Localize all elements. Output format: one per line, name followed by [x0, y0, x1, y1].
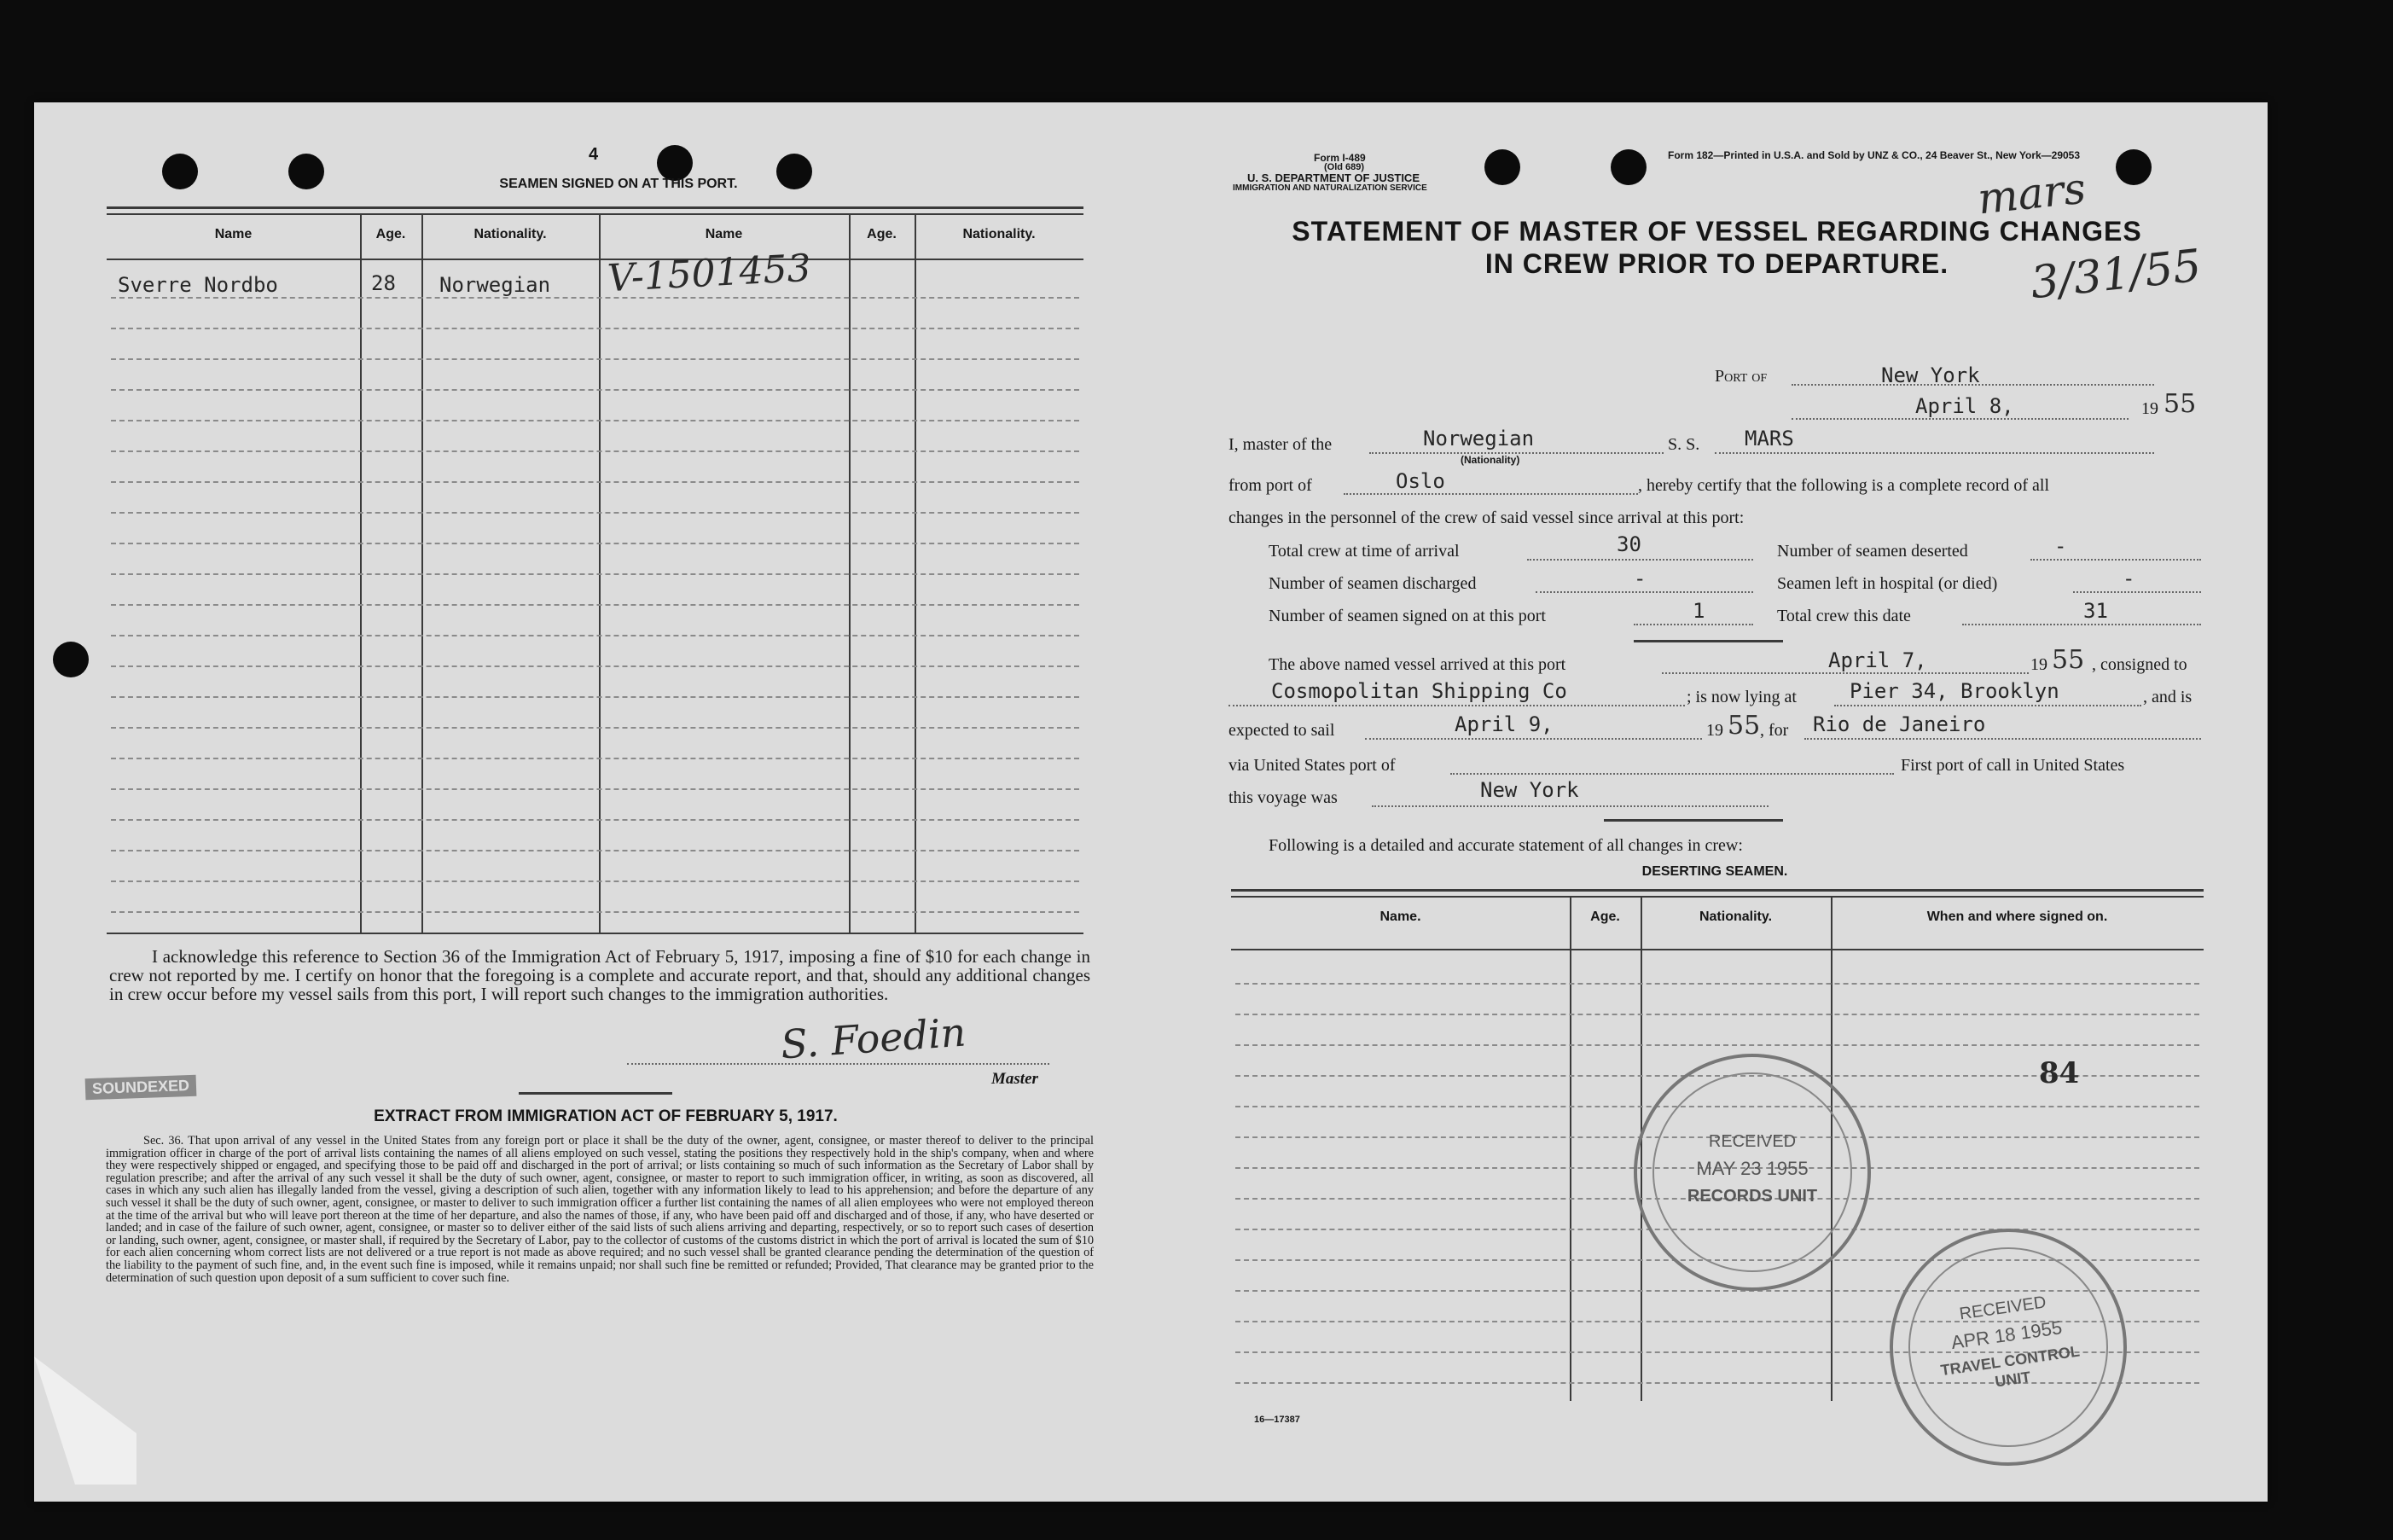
- seaman-name: Sverre Nordbo: [118, 273, 278, 297]
- col-header-name-2: Name: [705, 227, 743, 241]
- via-label: via United States port of: [1228, 756, 1396, 775]
- consigned-label: , consigned to: [2092, 655, 2187, 674]
- deserted-value: -: [2054, 534, 2067, 558]
- col-header-nationality: Nationality.: [473, 227, 547, 241]
- arrived-year: 55: [2052, 645, 2085, 675]
- punch-hole: [1484, 149, 1520, 185]
- received-stamp-records-unit: [1634, 1054, 1871, 1291]
- deserting-heading: DESERTING SEAMEN.: [1641, 864, 1788, 879]
- col-header-nationality-2: Nationality.: [962, 227, 1036, 241]
- extract-text: Sec. 36. That upon arrival of any vessel in the United States from any foreign port or place it shall be the duty of the owner, agent, consignee, or master thereof to deliver to the principal immigration officer in charge of the port of arrival lists containing the names of all aliens employed on such vessel, stating the positions they respectively hold in the ship's company, when and where they were respectively shipped or engaged, and specifying those to be paid off and discharged in the port of arrival; or lists containing so much of such information as the Secretary of Labor shall by regulation prescribe; and after the arrival of any such vessel it shall be the duty of such owner, agent, consignee, or master to report to such immigration officer, in writing, as soon as discovered, all cases in which any such alien has illegally landed from the vessel, giving a description of such alien, together with any information likely to lead to his apprehension; and before the departure of any such vessel it shall be the duty of such owner, agent, consignee, or master to deliver to such immigration officer a further list containing the names of all alien employees who were not employed thereon at the time of the arrival but who will leave port thereon at the time of her departure, and also the names of those, if any, who have been paid off and discharged and of those, if any, who have deserted or landed; and in case of the failure of such owner, agent, consignee, or master so to deliver either of the said lists of such aliens arriving and departing, respectively, or so to report such cases of desertion or landing, such owner, agent, consignee, or master shall, if required by the Secretary of Labor, pay to the collector of customs of the customs district in which the port of arrival is located the sum of $10 for each alien concerning whom correct lists are not delivered or a true report is not made as above required; and no such vessel shall be granted clearance pending the determination of the question of the liability to the payment of such fine, and, in the event such fine is imposed, while it remains unpaid; nor shall such fine be remitted or refunded; Provided, That clearance may be granted prior to the determination of such question upon deposit of a sum sufficient to cover such fine.: [106, 1134, 1094, 1285]
- discharged-label: Number of seamen discharged: [1269, 574, 1477, 593]
- extract-title: EXTRACT FROM IMMIGRATION ACT OF FEBRUARY 5, 1917.: [374, 1107, 838, 1125]
- ss-label: S. S.: [1668, 435, 1700, 454]
- consignee: Cosmopolitan Shipping Co: [1271, 679, 1567, 703]
- stamp2-date: APR 18 1955: [1949, 1316, 2064, 1354]
- deserting-col-name: Name.: [1379, 909, 1421, 924]
- total-crew-date-label: Total crew this date: [1777, 607, 1911, 625]
- voyage-label: this voyage was: [1228, 788, 1338, 807]
- discharged-value: -: [1634, 567, 1647, 590]
- form-id: Form I-489: [1314, 152, 1366, 164]
- date-value: April 8,: [1915, 394, 2014, 418]
- certify-text: , hereby certify that the following is a complete record of all: [1638, 476, 2050, 495]
- hospital-label: Seamen left in hospital (or died): [1777, 574, 1998, 593]
- arrived-label: The above named vessel arrived at this port: [1269, 655, 1566, 674]
- master-signature: S. Foedin: [779, 1008, 967, 1068]
- handwritten-visa-number: V-1501453: [606, 246, 812, 301]
- stamp2-unit: TRAVEL CONTROL UNIT: [1939, 1342, 2081, 1391]
- footer-code: 16—17387: [1254, 1415, 1300, 1425]
- first-port-label: First port of call in United States: [1901, 756, 2125, 775]
- service-name: IMMIGRATION AND NATURALIZATION SERVICE: [1233, 183, 1427, 193]
- col-header-age-2: Age.: [867, 227, 897, 241]
- deserting-col-when-where: When and where signed on.: [1926, 909, 2108, 924]
- nationality-caption: (Nationality): [1461, 454, 1520, 466]
- vessel-nationality: Norwegian: [1423, 427, 1535, 450]
- arrived-date: April 7,: [1828, 648, 1927, 672]
- for-label: , for: [1760, 721, 1789, 740]
- total-crew-date-value: 31: [2083, 599, 2108, 623]
- punch-hole: [2116, 149, 2152, 185]
- form-title-line-1: STATEMENT OF MASTER OF VESSEL REGARDING CHANGES: [1292, 216, 2142, 247]
- following-text: Following is a detailed and accurate statement of all changes in crew:: [1269, 836, 1743, 855]
- ship-name: MARS: [1745, 427, 1794, 450]
- seaman-age: 28: [371, 271, 396, 295]
- punch-hole: [53, 642, 89, 677]
- from-port-value: Oslo: [1396, 469, 1445, 493]
- form-title-line-2: IN CREW PRIOR TO DEPARTURE.: [1484, 248, 1949, 279]
- acknowledgement-text: I acknowledge this reference to Section 36 of the Immigration Act of February 5, 1917, imposing a fine of $10 for each change in crew not reported by me. I certify on honor that the foregoing is a complete and accurate report, and that, should any additional changes in crew occur before my vessel sails from this port, I will report such changes to the immigration authorities.: [109, 946, 1090, 1004]
- punch-hole: [657, 145, 693, 181]
- col-header-age: Age.: [375, 227, 406, 241]
- stamp1-date: MAY 23 1955: [1696, 1158, 1809, 1179]
- sail-year: 55: [1728, 711, 1761, 741]
- master-label: Master: [991, 1070, 1038, 1088]
- lying-label: ; is now lying at: [1687, 688, 1797, 706]
- deserting-col-age: Age.: [1590, 909, 1620, 924]
- signed-on-label: Number of seamen signed on at this port: [1269, 607, 1546, 625]
- destination: Rio de Janeiro: [1813, 712, 1986, 736]
- total-crew-arrival-value: 30: [1617, 532, 1641, 556]
- year-prefix: 19: [2141, 399, 2158, 418]
- stamp2-received: RECEIVED: [1958, 1293, 2047, 1324]
- punch-hole: [1611, 149, 1647, 185]
- and-is-label: , and is: [2143, 688, 2193, 706]
- from-port-label: from port of: [1228, 476, 1312, 495]
- sail-year-prefix: 19: [1706, 721, 1723, 740]
- signed-on-value: 1: [1693, 599, 1705, 623]
- deserting-col-nationality: Nationality.: [1699, 909, 1773, 924]
- punch-hole: [288, 154, 324, 189]
- stamp1-unit: RECORDS UNIT: [1687, 1187, 1818, 1206]
- sail-date: April 9,: [1455, 712, 1554, 736]
- total-crew-arrival-label: Total crew at time of arrival: [1269, 542, 1460, 561]
- pier-location: Pier 34, Brooklyn: [1850, 679, 2059, 703]
- punch-hole: [162, 154, 198, 189]
- changes-text: changes in the personnel of the crew of said vessel since arrival at this port:: [1228, 508, 1745, 527]
- handwritten-mark: 84: [2039, 1056, 2080, 1090]
- first-port-value: New York: [1480, 778, 1579, 802]
- port-value: New York: [1881, 363, 1980, 387]
- master-of-label: I, master of the: [1228, 435, 1333, 454]
- printer-note: Form 182—Printed in U.S.A. and Sold by UNZ & CO., 24 Beaver St., New York—29053: [1668, 149, 2081, 161]
- handwritten-ship-name: mars: [1975, 163, 2088, 224]
- arrived-year-prefix: 19: [2030, 655, 2047, 674]
- form-old-id: (Old 689): [1324, 162, 1365, 172]
- seaman-nationality: Norwegian: [439, 273, 551, 297]
- hospital-value: -: [2123, 567, 2135, 590]
- page-number: 4: [589, 145, 599, 164]
- col-header-name: Name: [214, 227, 253, 241]
- expected-label: expected to sail: [1228, 721, 1335, 740]
- department-name: U. S. DEPARTMENT OF JUSTICE: [1247, 171, 1420, 184]
- port-label: Port of: [1715, 367, 1768, 386]
- deserted-label: Number of seamen deserted: [1777, 542, 1968, 561]
- soundex-stamp: SOUNDEXED: [85, 1075, 197, 1101]
- stamp1-received: RECEIVED: [1708, 1132, 1797, 1151]
- year-value: 55: [2164, 389, 2197, 419]
- handwritten-date: 3/31/55: [2028, 240, 2204, 310]
- left-table-heading: SEAMEN SIGNED ON AT THIS PORT.: [499, 177, 738, 191]
